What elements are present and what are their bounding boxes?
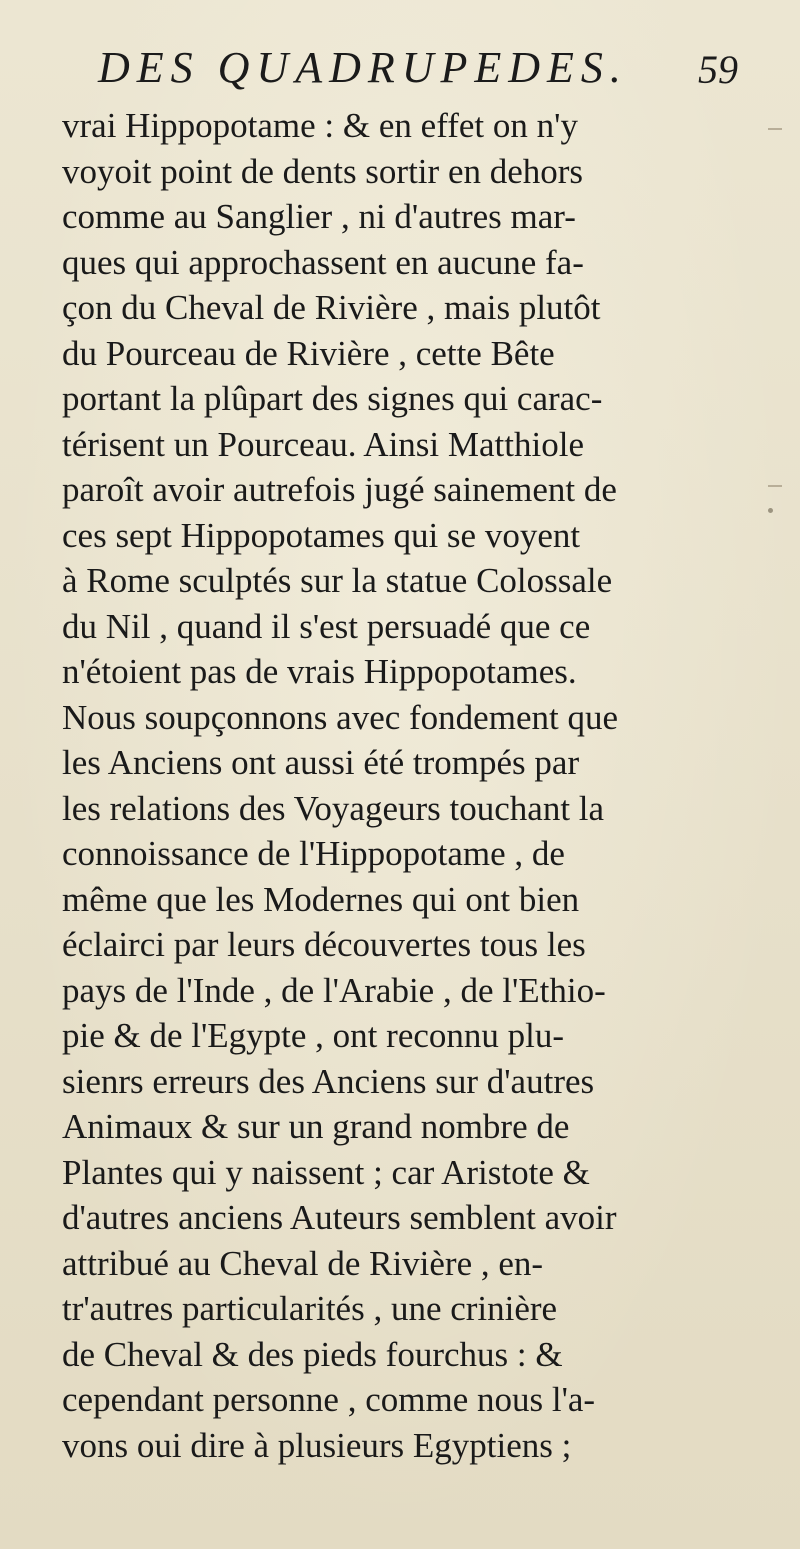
text-line: même que les Modernes qui ont bien: [62, 879, 580, 919]
text-line: vons oui dire à plusieurs Egyptiens ;: [62, 1425, 572, 1465]
ink-speck: [768, 508, 773, 513]
text-line: connoissance de l'Hippopotame , de: [62, 834, 565, 873]
page-header: [98, 42, 738, 102]
text-line: térisent un Pourceau. Ainsi Matthiole: [62, 424, 584, 464]
text-line: paroît avoir autrefois jugé sainement de: [62, 470, 617, 509]
page-number: 59: [698, 47, 738, 92]
text-line: du Pourceau de Rivière , cette Bête: [62, 333, 555, 373]
body-text: [62, 103, 752, 1468]
text-line: Plantes qui y naissent ; car Aristote &: [62, 1152, 590, 1192]
text-line: ques qui approchassent en aucune fa-: [62, 242, 584, 282]
text-line: les Anciens ont aussi été trompés par: [62, 743, 580, 782]
text-line: les relations des Voyageurs touchant la: [62, 788, 605, 828]
text-line: éclairci par leurs découvertes tous les: [62, 925, 586, 964]
text-line: pie & de l'Egypte , ont reconnu plu-: [62, 1016, 565, 1055]
text-line: sienrs erreurs des Anciens sur d'autres: [62, 1061, 595, 1101]
text-line: Nous soupçonnons avec fondement que: [62, 697, 618, 737]
text-line: n'étoient pas de vrais Hippopotames.: [62, 652, 577, 691]
text-line: comme au Sanglier , ni d'autres mar-: [62, 197, 576, 236]
text-line: voyoit point de dents sortir en dehors: [62, 151, 584, 191]
text-line: ces sept Hippopotames qui se voyent: [62, 515, 581, 555]
text-line: pays de l'Inde , de l'Arabie , de l'Ethio-: [62, 970, 606, 1010]
running-title: DES QUADRUPEDES.: [98, 43, 628, 92]
text-line: tr'autres particularités , une crinière: [62, 1289, 558, 1328]
text-line: portant la plûpart des signes qui carac-: [62, 379, 603, 418]
text-line: du Nil , quand il s'est persuadé que ce: [62, 606, 591, 646]
text-line: vrai Hippopotame : & en effet on n'y: [62, 106, 578, 145]
text-line: Animaux & sur un grand nombre de: [62, 1107, 570, 1146]
text-line: d'autres anciens Auteurs semblent avoir: [62, 1198, 617, 1237]
text-line: à Rome sculptés sur la statue Colossale: [62, 561, 613, 600]
margin-mark: [768, 128, 782, 130]
text-line: çon du Cheval de Rivière , mais plutôt: [62, 288, 601, 327]
text-line: cependant personne , comme nous l'a-: [62, 1380, 596, 1419]
margin-mark: [768, 485, 782, 487]
text-line: attribué au Cheval de Rivière , en-: [62, 1243, 544, 1283]
text-line: de Cheval & des pieds fourchus : &: [62, 1334, 563, 1374]
